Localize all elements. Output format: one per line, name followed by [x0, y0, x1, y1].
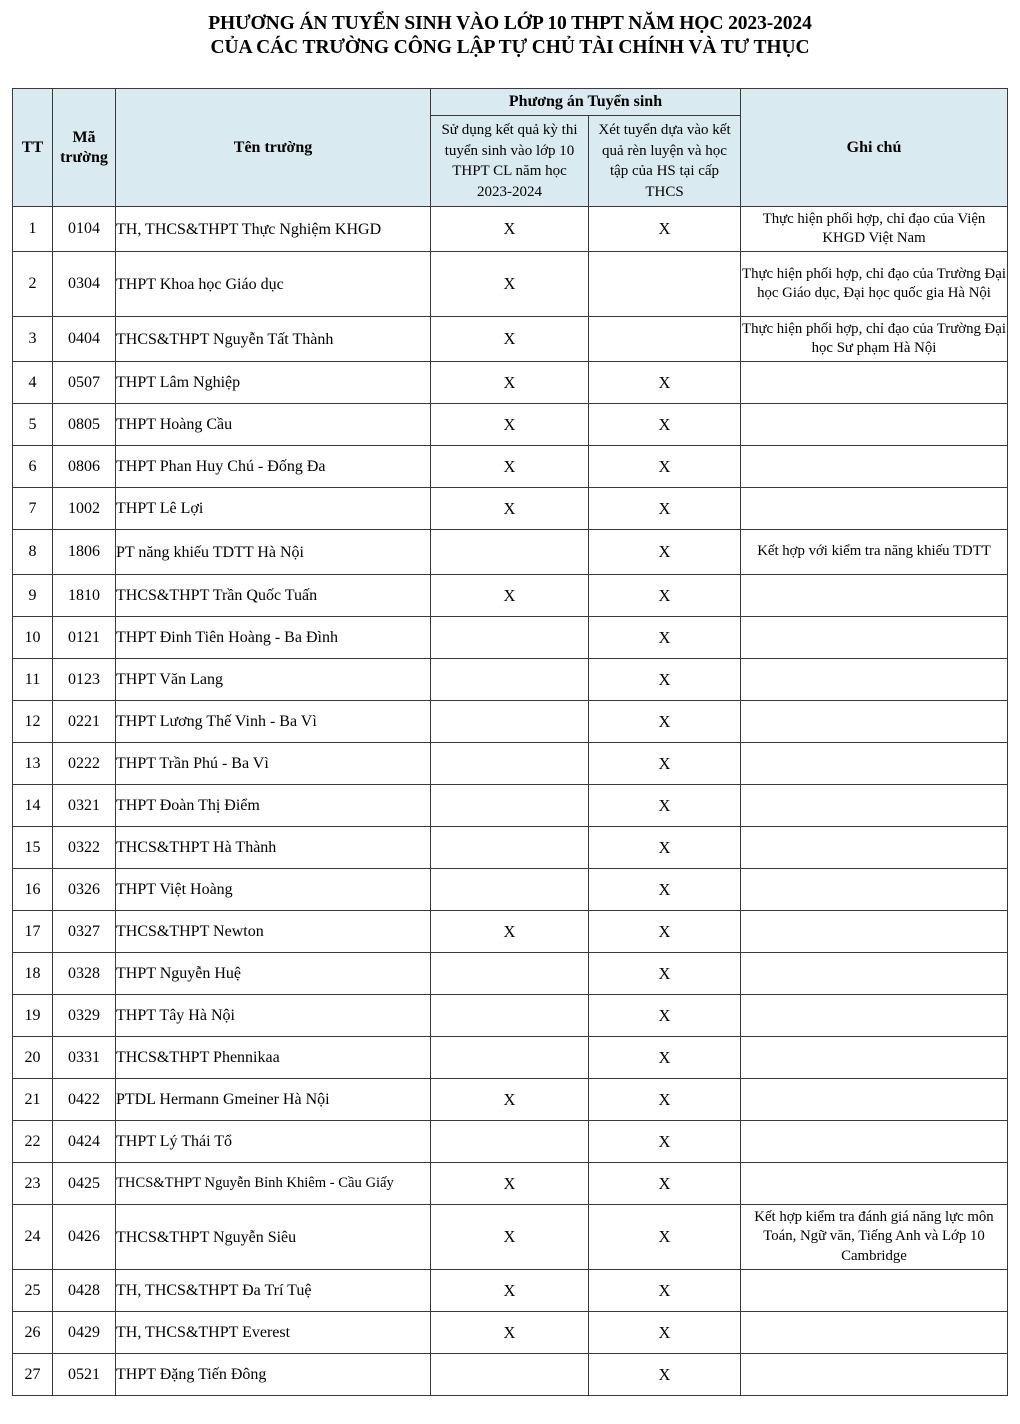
cell-xet-tuyen-mark: X: [589, 701, 741, 743]
cell-ghi-chu: [741, 1121, 1008, 1163]
cell-ghi-chu: [741, 701, 1008, 743]
cell-ghi-chu: [741, 827, 1008, 869]
cell-tt: 8: [13, 530, 53, 575]
table-header-row-1: [13, 89, 1008, 116]
cell-ghi-chu: [741, 446, 1008, 488]
cell-tt: 2: [13, 252, 53, 317]
cell-tt: 1: [13, 207, 53, 252]
cell-xet-tuyen-mark: X: [589, 446, 741, 488]
cell-ghi-chu: [741, 785, 1008, 827]
cell-ma-truong: 1002: [53, 488, 116, 530]
cell-su-dung-ket-qua-mark: X: [431, 488, 589, 530]
cell-ghi-chu: [741, 1312, 1008, 1354]
cell-xet-tuyen-mark: X: [589, 995, 741, 1037]
cell-xet-tuyen-mark: X: [589, 207, 741, 252]
cell-ten-truong: THPT Đoàn Thị Điểm: [116, 785, 431, 827]
cell-ten-truong: THCS&THPT Newton: [116, 911, 431, 953]
cell-su-dung-ket-qua-mark: X: [431, 1270, 589, 1312]
cell-xet-tuyen-mark: X: [589, 1037, 741, 1079]
cell-su-dung-ket-qua-mark: X: [431, 1205, 589, 1270]
table-row: [13, 1354, 1008, 1396]
cell-ten-truong: THCS&THPT Nguyễn Tất Thành: [116, 317, 431, 362]
cell-ten-truong: THPT Lý Thái Tổ: [116, 1121, 431, 1163]
cell-tt: 16: [13, 869, 53, 911]
column-header-ghi-chu: Ghi chú: [741, 89, 1008, 207]
page-title: [0, 0, 1020, 59]
cell-tt: 20: [13, 1037, 53, 1079]
cell-ten-truong: THCS&THPT Trần Quốc Tuấn: [116, 575, 431, 617]
cell-xet-tuyen-mark: X: [589, 1163, 741, 1205]
cell-ma-truong: 0805: [53, 404, 116, 446]
cell-ma-truong: 0123: [53, 659, 116, 701]
cell-ghi-chu: [741, 404, 1008, 446]
cell-xet-tuyen-mark: [589, 317, 741, 362]
cell-ten-truong: THPT Khoa học Giáo dục: [116, 252, 431, 317]
cell-ghi-chu: Kết hợp kiểm tra đánh giá năng lực môn Toán, Ngữ văn, Tiếng Anh và Lớp 10 Cambridge: [741, 1205, 1008, 1270]
cell-ma-truong: 1806: [53, 530, 116, 575]
cell-ghi-chu: Thực hiện phối hợp, chỉ đạo của Trường Đại học Giáo dục, Đại học quốc gia Hà Nội: [741, 252, 1008, 317]
table-row: [13, 659, 1008, 701]
cell-ghi-chu: [741, 659, 1008, 701]
cell-ma-truong: 0321: [53, 785, 116, 827]
cell-ten-truong: THPT Lê Lợi: [116, 488, 431, 530]
table-row: [13, 404, 1008, 446]
table-row: [13, 1079, 1008, 1121]
cell-su-dung-ket-qua-mark: [431, 953, 589, 995]
cell-ma-truong: 0304: [53, 252, 116, 317]
table-row: [13, 911, 1008, 953]
table-row: [13, 530, 1008, 575]
cell-ma-truong: 0221: [53, 701, 116, 743]
cell-su-dung-ket-qua-mark: [431, 827, 589, 869]
cell-ma-truong: 0331: [53, 1037, 116, 1079]
table-row: [13, 617, 1008, 659]
cell-ten-truong: THPT Trần Phú - Ba Vì: [116, 743, 431, 785]
cell-ghi-chu: [741, 869, 1008, 911]
cell-su-dung-ket-qua-mark: X: [431, 404, 589, 446]
cell-ma-truong: 0121: [53, 617, 116, 659]
cell-ten-truong: PT năng khiếu TDTT Hà Nội: [116, 530, 431, 575]
cell-ghi-chu: [741, 1354, 1008, 1396]
cell-xet-tuyen-mark: X: [589, 869, 741, 911]
cell-xet-tuyen-mark: X: [589, 743, 741, 785]
column-header-ma-truong: Mã trường: [53, 89, 116, 207]
table-row: [13, 575, 1008, 617]
cell-su-dung-ket-qua-mark: [431, 1354, 589, 1396]
admission-plan-table: [12, 88, 1008, 1396]
cell-tt: 6: [13, 446, 53, 488]
cell-ten-truong: THPT Văn Lang: [116, 659, 431, 701]
admission-table-container: [12, 88, 1007, 1396]
cell-su-dung-ket-qua-mark: X: [431, 1079, 589, 1121]
cell-tt: 12: [13, 701, 53, 743]
cell-ma-truong: 0326: [53, 869, 116, 911]
cell-ma-truong: 0425: [53, 1163, 116, 1205]
cell-xet-tuyen-mark: X: [589, 617, 741, 659]
cell-ma-truong: 1810: [53, 575, 116, 617]
cell-xet-tuyen-mark: X: [589, 1354, 741, 1396]
table-row: [13, 488, 1008, 530]
cell-ten-truong: THPT Việt Hoàng: [116, 869, 431, 911]
cell-ten-truong: THPT Nguyễn Huệ: [116, 953, 431, 995]
cell-tt: 13: [13, 743, 53, 785]
cell-xet-tuyen-mark: X: [589, 1121, 741, 1163]
table-row: [13, 953, 1008, 995]
cell-su-dung-ket-qua-mark: [431, 1121, 589, 1163]
cell-tt: 27: [13, 1354, 53, 1396]
cell-xet-tuyen-mark: X: [589, 488, 741, 530]
column-header-tt: TT: [13, 89, 53, 207]
cell-su-dung-ket-qua-mark: [431, 743, 589, 785]
table-row: [13, 207, 1008, 252]
cell-ten-truong: THPT Lương Thế Vinh - Ba Vì: [116, 701, 431, 743]
cell-su-dung-ket-qua-mark: [431, 995, 589, 1037]
column-header-ten-truong: Tên trường: [116, 89, 431, 207]
column-header-phuong-an-tuyen-sinh: Phương án Tuyển sinh: [431, 89, 741, 116]
cell-ma-truong: 0329: [53, 995, 116, 1037]
cell-su-dung-ket-qua-mark: X: [431, 911, 589, 953]
cell-ghi-chu: [741, 911, 1008, 953]
cell-xet-tuyen-mark: [589, 252, 741, 317]
cell-tt: 3: [13, 317, 53, 362]
cell-ten-truong: THCS&THPT Phennikaa: [116, 1037, 431, 1079]
cell-tt: 19: [13, 995, 53, 1037]
table-row: [13, 362, 1008, 404]
cell-ten-truong: THPT Hoàng Cầu: [116, 404, 431, 446]
cell-ten-truong: TH, THCS&THPT Thực Nghiệm KHGD: [116, 207, 431, 252]
cell-ghi-chu: [741, 1037, 1008, 1079]
table-row: [13, 1121, 1008, 1163]
cell-su-dung-ket-qua-mark: X: [431, 207, 589, 252]
cell-ghi-chu: Thực hiện phối hợp, chỉ đạo của Viện KHGD Việt Nam: [741, 207, 1008, 252]
table-body: [13, 207, 1008, 1396]
cell-su-dung-ket-qua-mark: [431, 617, 589, 659]
cell-ghi-chu: [741, 953, 1008, 995]
cell-su-dung-ket-qua-mark: X: [431, 1312, 589, 1354]
table-row: [13, 827, 1008, 869]
cell-tt: 10: [13, 617, 53, 659]
cell-su-dung-ket-qua-mark: [431, 869, 589, 911]
cell-ten-truong: THCS&THPT Nguyễn Siêu: [116, 1205, 431, 1270]
table-row: [13, 743, 1008, 785]
cell-xet-tuyen-mark: X: [589, 1205, 741, 1270]
cell-ten-truong: THCS&THPT Nguyễn Bỉnh Khiêm - Cầu Giấy: [116, 1163, 431, 1205]
cell-xet-tuyen-mark: X: [589, 362, 741, 404]
column-header-su-dung-ket-qua: Sử dụng kết quả kỳ thi tuyển sinh vào lớp 10 THPT CL năm học 2023-2024: [431, 116, 589, 207]
cell-ten-truong: THCS&THPT Hà Thành: [116, 827, 431, 869]
cell-ma-truong: 0222: [53, 743, 116, 785]
cell-tt: 18: [13, 953, 53, 995]
cell-tt: 11: [13, 659, 53, 701]
cell-tt: 4: [13, 362, 53, 404]
cell-ma-truong: 0428: [53, 1270, 116, 1312]
page-title-line-2: CỦA CÁC TRƯỜNG CÔNG LẬP TỰ CHỦ TÀI CHÍNH VÀ TƯ THỤC: [210, 36, 810, 58]
cell-xet-tuyen-mark: X: [589, 911, 741, 953]
table-row: [13, 701, 1008, 743]
cell-su-dung-ket-qua-mark: X: [431, 575, 589, 617]
cell-tt: 7: [13, 488, 53, 530]
cell-tt: 5: [13, 404, 53, 446]
cell-xet-tuyen-mark: X: [589, 827, 741, 869]
table-row: [13, 1205, 1008, 1270]
cell-ma-truong: 0429: [53, 1312, 116, 1354]
cell-su-dung-ket-qua-mark: [431, 1037, 589, 1079]
cell-tt: 22: [13, 1121, 53, 1163]
cell-tt: 24: [13, 1205, 53, 1270]
cell-ma-truong: 0521: [53, 1354, 116, 1396]
column-header-xet-tuyen: Xét tuyển dựa vào kết quả rèn luyện và học tập của HS tại cấp THCS: [589, 116, 741, 207]
cell-xet-tuyen-mark: X: [589, 785, 741, 827]
cell-ghi-chu: [741, 1163, 1008, 1205]
cell-ghi-chu: Kết hợp với kiểm tra năng khiếu TDTT: [741, 530, 1008, 575]
cell-xet-tuyen-mark: X: [589, 575, 741, 617]
cell-xet-tuyen-mark: X: [589, 659, 741, 701]
table-row: [13, 1312, 1008, 1354]
cell-ghi-chu: [741, 743, 1008, 785]
cell-ma-truong: 0328: [53, 953, 116, 995]
cell-ghi-chu: [741, 1079, 1008, 1121]
cell-su-dung-ket-qua-mark: X: [431, 446, 589, 488]
cell-tt: 26: [13, 1312, 53, 1354]
cell-tt: 14: [13, 785, 53, 827]
cell-ma-truong: 0327: [53, 911, 116, 953]
cell-ma-truong: 0426: [53, 1205, 116, 1270]
cell-ten-truong: THPT Lâm Nghiệp: [116, 362, 431, 404]
cell-ma-truong: 0104: [53, 207, 116, 252]
cell-xet-tuyen-mark: X: [589, 1270, 741, 1312]
table-row: [13, 869, 1008, 911]
cell-tt: 21: [13, 1079, 53, 1121]
table-row: [13, 1037, 1008, 1079]
cell-su-dung-ket-qua-mark: X: [431, 362, 589, 404]
cell-tt: 23: [13, 1163, 53, 1205]
cell-su-dung-ket-qua-mark: X: [431, 252, 589, 317]
cell-ten-truong: TH, THCS&THPT Đa Trí Tuệ: [116, 1270, 431, 1312]
cell-ghi-chu: [741, 995, 1008, 1037]
table-row: [13, 252, 1008, 317]
cell-ghi-chu: [741, 617, 1008, 659]
cell-tt: 9: [13, 575, 53, 617]
cell-ten-truong: PTDL Hermann Gmeiner Hà Nội: [116, 1079, 431, 1121]
page-title-line-1: PHƯƠNG ÁN TUYỂN SINH VÀO LỚP 10 THPT NĂM HỌC 2023-2024: [208, 13, 812, 34]
cell-su-dung-ket-qua-mark: [431, 530, 589, 575]
table-header: [13, 89, 1008, 207]
cell-xet-tuyen-mark: X: [589, 1079, 741, 1121]
cell-ma-truong: 0322: [53, 827, 116, 869]
table-row: [13, 785, 1008, 827]
cell-ten-truong: THPT Đinh Tiên Hoàng - Ba Đình: [116, 617, 431, 659]
cell-su-dung-ket-qua-mark: [431, 785, 589, 827]
cell-ghi-chu: Thực hiện phối hợp, chỉ đạo của Trường Đại học Sư phạm Hà Nội: [741, 317, 1008, 362]
table-row: [13, 1163, 1008, 1205]
cell-xet-tuyen-mark: X: [589, 953, 741, 995]
cell-ma-truong: 0404: [53, 317, 116, 362]
cell-ghi-chu: [741, 488, 1008, 530]
cell-ma-truong: 0422: [53, 1079, 116, 1121]
cell-ma-truong: 0424: [53, 1121, 116, 1163]
cell-ten-truong: THPT Đặng Tiến Đông: [116, 1354, 431, 1396]
table-row: [13, 446, 1008, 488]
cell-ma-truong: 0806: [53, 446, 116, 488]
cell-ghi-chu: [741, 1270, 1008, 1312]
cell-su-dung-ket-qua-mark: [431, 701, 589, 743]
cell-ma-truong: 0507: [53, 362, 116, 404]
table-row: [13, 317, 1008, 362]
cell-xet-tuyen-mark: X: [589, 530, 741, 575]
cell-tt: 15: [13, 827, 53, 869]
cell-ten-truong: TH, THCS&THPT Everest: [116, 1312, 431, 1354]
cell-ten-truong: THPT Phan Huy Chú - Đống Đa: [116, 446, 431, 488]
cell-ghi-chu: [741, 575, 1008, 617]
cell-xet-tuyen-mark: X: [589, 404, 741, 446]
cell-ten-truong: THPT Tây Hà Nội: [116, 995, 431, 1037]
cell-xet-tuyen-mark: X: [589, 1312, 741, 1354]
cell-tt: 17: [13, 911, 53, 953]
cell-ghi-chu: [741, 362, 1008, 404]
cell-su-dung-ket-qua-mark: X: [431, 317, 589, 362]
table-row: [13, 1270, 1008, 1312]
cell-tt: 25: [13, 1270, 53, 1312]
cell-su-dung-ket-qua-mark: [431, 659, 589, 701]
table-row: [13, 995, 1008, 1037]
cell-su-dung-ket-qua-mark: X: [431, 1163, 589, 1205]
